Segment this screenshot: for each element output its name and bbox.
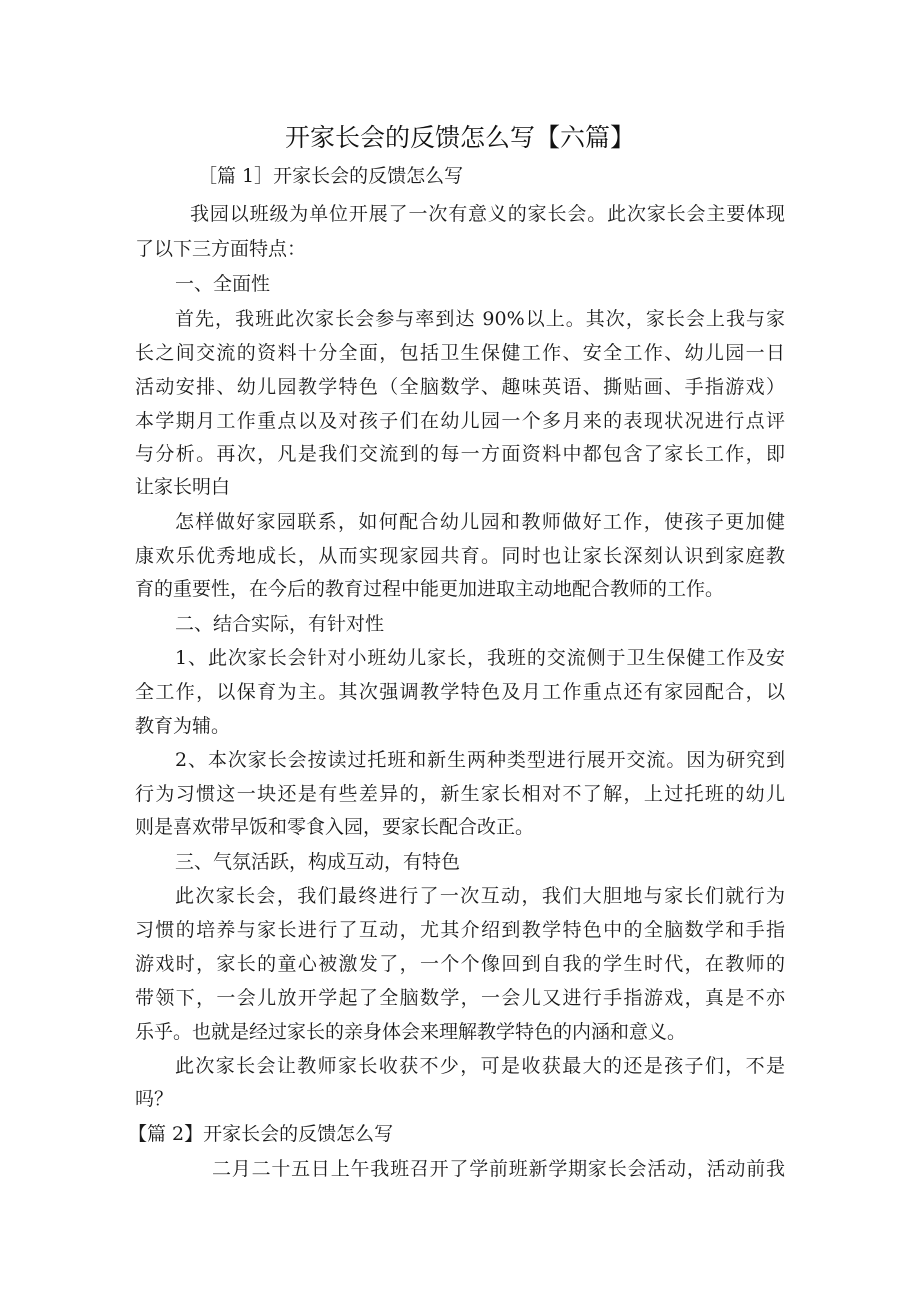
paragraph-line: 习惯的培养与家长进行了互动，尤其介绍到教学特色中的全脑数学和手指 — [135, 919, 785, 941]
paragraph-line: 游戏时，家长的童心被激发了，一个个像回到自我的学生时代，在教师的 — [135, 953, 785, 975]
paragraph-line: 康欢乐优秀地成长，从而实现家园共育。同时也让家长深刻认识到家庭教 — [135, 545, 785, 567]
paragraph-line: 二月二十五日上午我班召开了学前班新学期家长会活动，活动前我 — [212, 1158, 785, 1180]
paragraph-line: 长之间交流的资料十分全面，包括卫生保健工作、安全工作、幼儿园一日 — [135, 342, 785, 364]
section-heading-1: ［篇 1］开家长会的反馈怎么写 — [198, 165, 464, 187]
paragraph-line: 让家长明白 — [135, 476, 231, 498]
paragraph-line: 吗？ — [135, 1088, 174, 1110]
paragraph-line: 全工作，以保育为主。其次强调教学特色及月工作重点还有家园配合，以 — [135, 681, 785, 703]
paragraph-line: 育的重要性，在今后的教育过程中能更加进取主动地配合教师的工作。 — [135, 578, 725, 600]
subheading-2: 二、结合实际，有针对性 — [175, 613, 385, 635]
paragraph-line: 乐乎。也就是经过家长的亲身体会来理解教学特色的内涵和意义。 — [135, 1021, 687, 1043]
paragraph-line: 教育为辅。 — [135, 715, 231, 737]
paragraph-line: 怎样做好家园联系，如何配合幼儿园和教师做好工作，使孩子更加健 — [175, 511, 785, 533]
paragraph-line: 则是喜欢带早饭和零食入园，要家长配合改正。 — [135, 816, 535, 838]
subheading-1: 一、全面性 — [175, 273, 271, 295]
paragraph-line: 我园以班级为单位开展了一次有意义的家长会。此次家长会主要体现 — [190, 203, 785, 225]
paragraph-line: 带领下，一会儿放开学起了全脑数学，一会儿又进行手指游戏，真是不亦 — [135, 987, 785, 1009]
paragraph-line: 首先，我班此次家长会参与率到达 90%以上。其次，家长会上我与家 — [175, 308, 785, 330]
paragraph-line: 本学期月工作重点以及对孩子们在幼儿园一个多月来的表现状况进行点评 — [135, 410, 785, 432]
paragraph-line: 1、此次家长会针对小班幼儿家长，我班的交流侧于卫生保健工作及安 — [175, 647, 785, 669]
paragraph-line: 此次家长会让教师家长收获不少，可是收获最大的还是孩子们，不是 — [175, 1055, 785, 1077]
subheading-3: 三、气氛活跃，构成互动，有特色 — [175, 851, 461, 873]
document-title: 开家长会的反馈怎么写【六篇】 — [284, 123, 635, 152]
paragraph-line: 此次家长会，我们最终进行了一次互动，我们大胆地与家长们就行为 — [175, 885, 785, 907]
paragraph-line: 活动安排、幼儿园教学特色（全脑数学、趣味英语、撕贴画、手指游戏） — [135, 376, 785, 398]
paragraph-line: 行为习惯这一块还是有些差异的，新生家长相对不了解，上过托班的幼儿 — [135, 783, 785, 805]
section-heading-2: 【篇 2】开家长会的反馈怎么写 — [128, 1123, 394, 1145]
paragraph-line: 与分析。再次，凡是我们交流到的每一方面资料中都包含了家长工作，即 — [135, 443, 785, 465]
paragraph-line: 2、本次家长会按读过托班和新生两种类型进行展开交流。因为研究到 — [175, 749, 785, 771]
paragraph-line: 了以下三方面特点： — [135, 238, 307, 260]
